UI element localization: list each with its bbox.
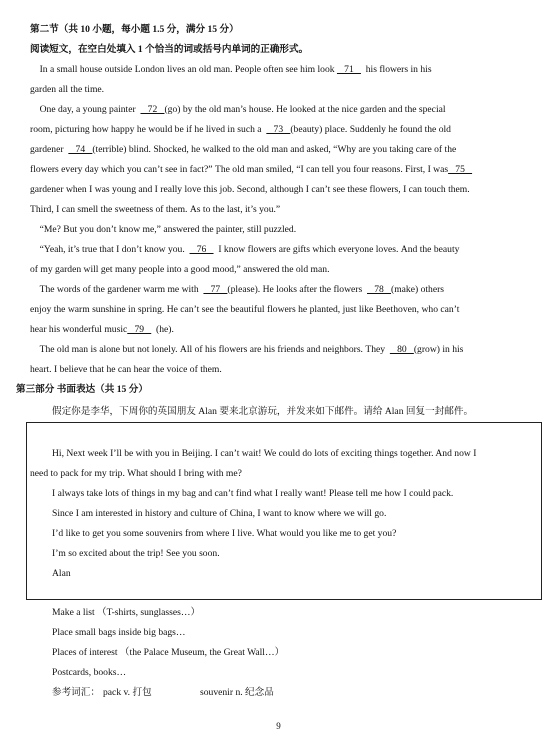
email-line: I’d like to get you some souvenirs from where I live. What would you like me to get you? <box>52 528 397 539</box>
passage-text: “Yeah, it’s true that I don’t know you. <box>30 244 190 255</box>
passage-line <box>30 344 463 356</box>
email-line: Alan <box>52 568 71 579</box>
passage-text: The words of the gardener warm me with <box>30 284 204 295</box>
answer-blank: 76 <box>189 244 214 255</box>
answer-blank: 77 <box>203 284 228 295</box>
passage-line <box>30 204 280 216</box>
passage-text: In a small house outside London lives an old man. People often see him look <box>30 64 337 75</box>
passage-text: heart. I believe that he can hear the voice of them. <box>30 364 222 375</box>
passage-line <box>30 184 470 196</box>
answer-blank: 74 <box>68 144 93 155</box>
vocab-label: 参考词汇： <box>52 687 100 698</box>
section2-instruction: 阅读短文，在空白处填入 1 个恰当的词或括号内单词的正确形式。 <box>30 44 309 55</box>
section2-title: 第二节（共 10 小题，每小题 1.5 分，满分 15 分） <box>30 24 239 35</box>
passage-line <box>30 284 444 296</box>
hint-item: Places of interest （the Palace Museum, the Great Wall…） <box>52 647 285 658</box>
passage-text: of my garden will get many people into a good mood,” answered the old man. <box>30 264 330 275</box>
passage-text: “Me? But you don’t know me,” answered the painter, still puzzled. <box>30 224 297 235</box>
passage-text: The old man is alone but not lonely. All of his flowers are his friends and neighbors. They <box>30 344 390 355</box>
email-line: need to pack for my trip. What should I bring with me? <box>30 468 242 479</box>
vocab-souvenir: souvenir n. 纪念品 <box>200 687 274 698</box>
passage-line <box>30 84 104 96</box>
answer-blank: 80 <box>389 344 414 355</box>
passage-line <box>30 364 222 376</box>
passage-text: (beauty) place. Suddenly he found the old <box>290 124 451 135</box>
passage-text: enjoy the warm sunshine in spring. He can’t see the beautiful flowers he planted, just like Beethoven, who can’t <box>30 304 460 315</box>
passage-text: (he). <box>151 324 174 335</box>
passage-text: gardener <box>30 144 69 155</box>
email-line: Hi, Next week I’ll be with you in Beijing. I can’t wait! We could do lots of exciting things together. And now I <box>52 448 477 459</box>
passage-text: (grow) in his <box>413 344 464 355</box>
passage-line <box>30 64 432 76</box>
passage-text: garden all the time. <box>30 84 105 95</box>
answer-blank: 79 <box>127 324 152 335</box>
passage-line <box>30 144 456 156</box>
passage-line <box>30 244 459 256</box>
passage-text: Third, I can smell the sweetness of them. As to the last, it’s you.” <box>30 204 281 215</box>
hint-item: Place small bags inside big bags… <box>52 627 186 638</box>
hint-item: Postcards, books… <box>52 667 127 678</box>
passage-line <box>30 124 451 136</box>
passage-line <box>30 104 446 116</box>
answer-blank: 78 <box>367 284 391 295</box>
answer-blank: 72 <box>140 104 165 115</box>
answer-blank: 75 <box>448 164 473 175</box>
email-line: Since I am interested in history and culture of China, I want to know where we will go. <box>52 508 387 519</box>
passage-line <box>30 264 329 276</box>
passage-line <box>30 304 459 316</box>
passage-text: flowers every day which you can’t see in fact?” The old man smiled, “I can tell you four reasons. First, I was <box>30 164 449 175</box>
passage-text: (make) others <box>391 284 445 295</box>
passage-text: gardener when I was young and I really love this job. Second, although I can’t see these flowers, I can touch them. <box>30 184 470 195</box>
hint-item: Make a list （T-shirts, sunglasses…） <box>52 607 201 618</box>
answer-blank: 71 <box>336 64 361 75</box>
page-number: 9 <box>276 721 281 731</box>
passage-line <box>30 224 296 236</box>
passage-text: (go) by the old man’s house. He looked at the nice garden and the special <box>164 104 446 115</box>
answer-blank: 73 <box>266 124 291 135</box>
section3-instruction: 假定你是李华，下周你的英国朋友 Alan 要来北京游玩，并发来如下邮件。请给 Alan 回复一封邮件。 <box>52 406 474 417</box>
passage-text: his flowers in his <box>360 64 432 75</box>
email-line: I’m so excited about the trip! See you soon. <box>52 548 220 559</box>
vocab-pack: pack v. 打包 <box>103 687 152 698</box>
email-line: I always take lots of things in my bag and can’t find what I really want! Please tell me how I could pack. <box>52 488 454 499</box>
passage-text: hear his wonderful music <box>30 324 128 335</box>
passage-text: room, picturing how happy he would be if he lived in such a <box>30 124 267 135</box>
passage-line <box>30 324 174 336</box>
passage-text: (terrible) blind. Shocked, he walked to the old man and asked, “Why are you taking care of the <box>92 144 457 155</box>
passage-line <box>30 164 472 176</box>
section3-title: 第三部分 书面表达（共 15 分） <box>16 384 148 395</box>
passage-text: (please). He looks after the flowers <box>227 284 368 295</box>
passage-text: One day, a young painter <box>30 104 141 115</box>
passage-text: I know flowers are gifts which everyone loves. And the beauty <box>213 244 460 255</box>
